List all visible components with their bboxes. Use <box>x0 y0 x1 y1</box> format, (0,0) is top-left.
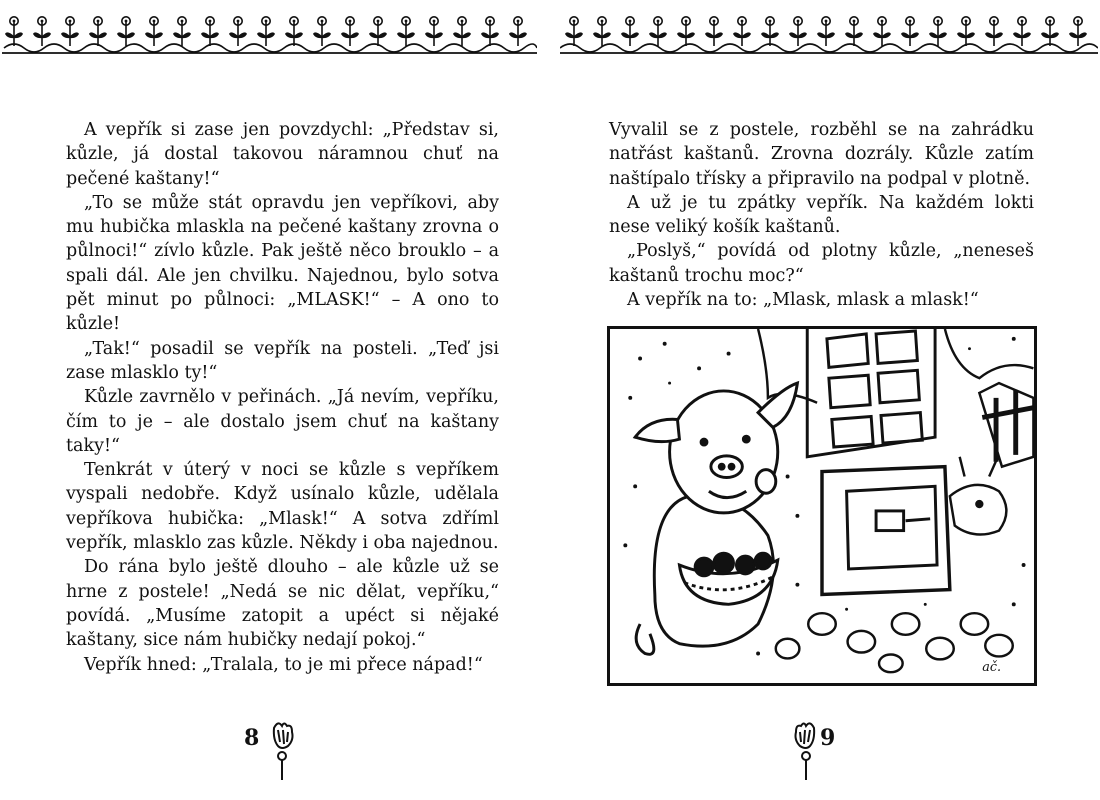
pig-kitchen-drawing <box>610 329 1034 683</box>
paragraph: „Tak!“ posadil se vepřík na posteli. „Teď jsi zase mlasklo ty!“ <box>66 338 499 383</box>
flower-border-left <box>2 12 537 58</box>
page-number-left: 8 <box>244 725 260 751</box>
paragraph: Tenkrát v úterý v noci se kůzle s vepříkem vyspali nedobře. Když usínalo kůzle, udělala vepříkova hubička: „Mlask!“ A sotva zdříml vepřík, mlasklo zas kůzle. Někdy i oba najednou. <box>66 460 499 554</box>
illustration-pig-with-chestnuts <box>607 326 1037 686</box>
paragraph: Do rána bylo ještě dlouho – ale kůzle už se hrne z postele! „Nedá se nic dělat, vepříku,“ povídá. „Musíme zatopit a upéct si nějaké kaštany, sice nám hubičky nedají pokoj.“ <box>66 557 499 651</box>
flower-border-icon <box>2 12 537 58</box>
paragraph: A vepřík na to: „Mlask, mlask a mlask!“ <box>627 290 979 311</box>
paragraph: A už je tu zpátky vepřík. Na každém lokti nese veliký košík kaštanů. <box>609 192 1034 238</box>
paragraph: Kůzle zavrnělo v peřinách. „Já nevím, vepříku, čím to je – ale dostalo jsem chuť na kaštany taky!“ <box>66 387 499 456</box>
left-page-text <box>66 118 499 677</box>
goat <box>950 457 1007 535</box>
page-number-right: 9 <box>820 725 836 751</box>
floor-chestnuts <box>776 613 1013 672</box>
flower-border-icon <box>560 12 1098 58</box>
paragraph: Vepřík hned: „Tralala, to je mi přece nápad!“ <box>84 654 483 675</box>
paragraph: A vepřík si zase jen povzdychl: „Představ si, kůzle, já dostal takovou náramnou chuť na pečené kaštany!“ <box>66 120 499 189</box>
rooster-icon <box>792 718 818 782</box>
paragraph: Vyvalil se z postele, rozběhl se na zahrádku natřást kaštanů. Zrovna dozrály. Kůzle zatím naštípalo třísky a připravilo na podpal v plotně. <box>609 120 1034 189</box>
illustration-signature: ač. <box>982 660 1002 676</box>
pig <box>635 383 797 654</box>
flower-border-right <box>560 12 1098 58</box>
paragraph: „To se může stát opravdu jen vepříkovi, aby mu hubička mlaskla na pečené kaštany zrovna o půlnoci!“ zívlo kůzle. Pak ještě něco brouklo – a spali dál. Ale jen chvilku. Najednou, bylo sotva pět minut po půlnoci: „MLASK!“ – A ono to kůzle! <box>66 192 499 335</box>
stove <box>807 329 950 595</box>
rooster-icon <box>270 718 296 782</box>
right-page-text <box>609 118 1034 312</box>
paragraph: „Poslyš,“ povídá od plotny kůzle, „neneseš kaštanů trochu moc?“ <box>609 241 1034 286</box>
